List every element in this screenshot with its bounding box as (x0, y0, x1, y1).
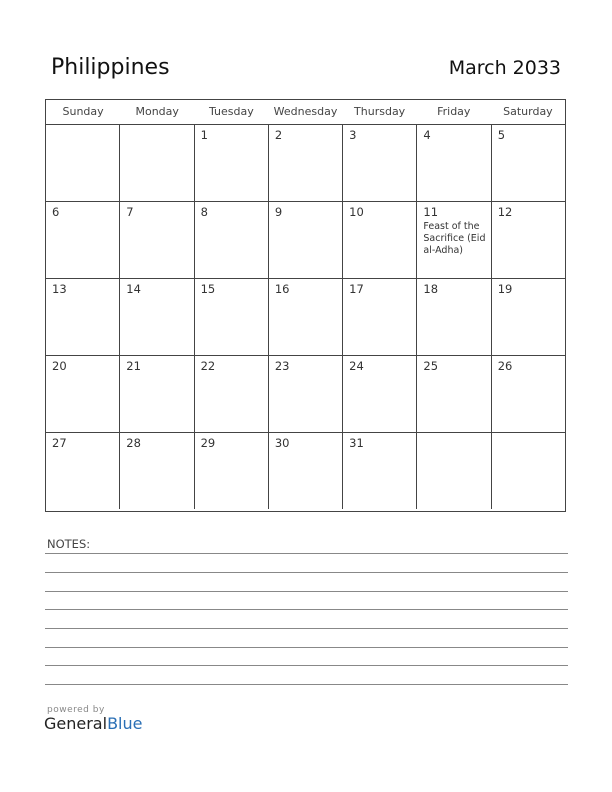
calendar-grid (45, 99, 566, 512)
day-number: 5 (497, 128, 506, 142)
holiday-event: Feast of the Sacrifice (Eid al-Adha) (423, 221, 486, 256)
day-number: 27 (52, 436, 67, 450)
day-cell (195, 125, 269, 201)
notes-line (45, 553, 568, 554)
day-number: 10 (349, 205, 364, 219)
weekday-sunday: Sunday (62, 105, 104, 118)
day-number: 4 (423, 128, 431, 142)
brand-name (44, 714, 142, 733)
day-cell (195, 202, 269, 278)
day-cell (120, 202, 194, 278)
day-cell (417, 356, 491, 432)
day-cell (343, 279, 417, 355)
day-cell (417, 433, 491, 509)
day-cell (343, 125, 417, 201)
notes-line (45, 647, 568, 648)
day-cell (417, 279, 491, 355)
day-number: 22 (200, 359, 216, 373)
day-cell (195, 279, 269, 355)
weekday-header (46, 100, 565, 125)
day-cell (46, 433, 120, 509)
day-number: 11 (423, 205, 439, 219)
day-cell (492, 433, 565, 509)
notes-line (45, 572, 568, 573)
day-number: 31 (349, 436, 364, 450)
weekday-saturday: Saturday (503, 105, 553, 118)
day-cell (46, 279, 120, 355)
weekday-monday: Monday (135, 105, 179, 118)
day-number: 18 (423, 282, 439, 296)
week-row (46, 356, 565, 433)
brand-name-blue: Blue (107, 714, 143, 733)
country-title: Philippines (51, 55, 170, 80)
weekday-tuesday: Tuesday (208, 105, 254, 118)
week-row (46, 202, 565, 279)
day-number: 6 (52, 205, 60, 219)
day-number: 7 (126, 205, 134, 219)
notes-line (45, 609, 568, 610)
day-cell (492, 279, 565, 355)
day-cell (417, 202, 491, 278)
day-number: 30 (274, 436, 290, 450)
day-number: 2 (274, 128, 283, 142)
day-cell (46, 125, 120, 201)
day-number: 14 (126, 282, 141, 296)
day-number: 29 (200, 436, 216, 450)
day-number: 19 (497, 282, 513, 296)
day-cell (269, 356, 343, 432)
day-number: 8 (200, 205, 208, 219)
day-cell (269, 125, 343, 201)
week-row (46, 279, 565, 356)
month-year-title: March 2033 (448, 57, 561, 79)
day-cell (343, 202, 417, 278)
day-cell (120, 433, 194, 509)
day-cell (492, 356, 565, 432)
weekday-friday: Friday (437, 105, 471, 118)
week-row (46, 125, 565, 202)
notes-label: NOTES: (47, 537, 91, 551)
day-cell (417, 125, 491, 201)
day-cell (492, 125, 565, 201)
notes-line (45, 665, 568, 666)
day-cell (343, 356, 417, 432)
weekday-wednesday: Wednesday (273, 105, 338, 118)
day-cell (195, 433, 269, 509)
day-cell (46, 202, 120, 278)
day-cell (269, 433, 343, 509)
day-number: 3 (349, 128, 357, 142)
day-number: 9 (274, 205, 283, 219)
day-number: 1 (200, 128, 208, 142)
day-number: 28 (126, 436, 141, 450)
day-number: 24 (349, 359, 364, 373)
day-cell (492, 202, 565, 278)
day-number: 16 (274, 282, 290, 296)
day-cell (46, 356, 120, 432)
day-number: 17 (349, 282, 364, 296)
day-number: 15 (200, 282, 216, 296)
day-cell (269, 202, 343, 278)
day-number: 20 (52, 359, 67, 373)
notes-line (45, 628, 568, 629)
powered-by-text: powered by (47, 705, 105, 715)
brand-logo (44, 705, 142, 733)
day-cell (120, 279, 194, 355)
day-number: 21 (126, 359, 141, 373)
day-number: 26 (497, 359, 513, 373)
day-number: 25 (423, 359, 439, 373)
day-cell (269, 279, 343, 355)
notes-line (45, 684, 568, 685)
day-number: 13 (52, 282, 67, 296)
brand-name-general: General (44, 714, 108, 733)
week-row (46, 433, 565, 509)
day-cell (120, 356, 194, 432)
day-cell (343, 433, 417, 509)
day-number: 23 (274, 359, 290, 373)
day-number: 12 (497, 205, 513, 219)
day-cell (195, 356, 269, 432)
weekday-thursday: Thursday (354, 105, 406, 118)
notes-line (45, 591, 568, 592)
day-cell (120, 125, 194, 201)
